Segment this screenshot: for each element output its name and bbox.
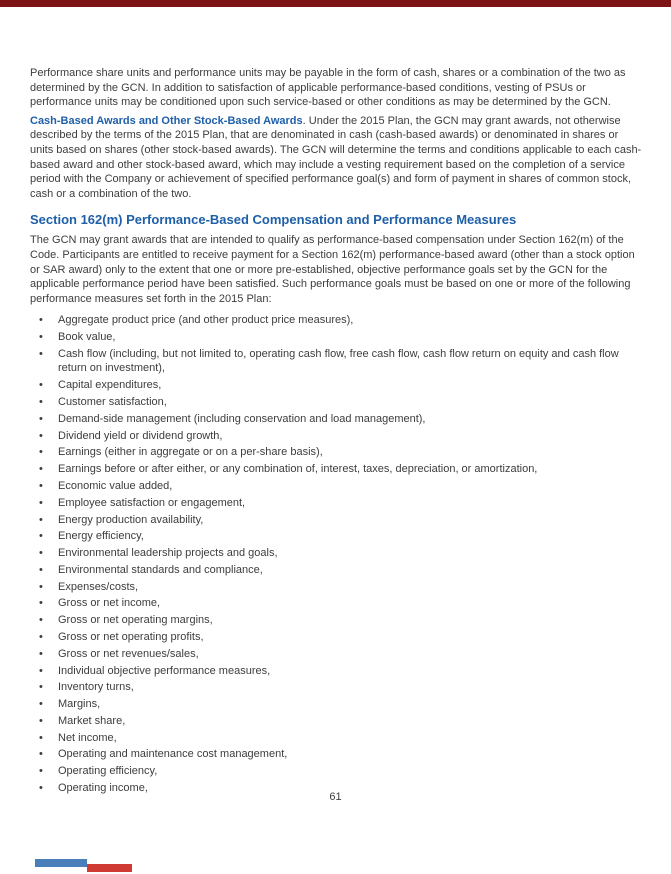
- list-item: • Expenses/costs,: [30, 580, 642, 595]
- list-item: • Operating income,: [30, 781, 642, 796]
- cash-based-awards-paragraph: [30, 114, 642, 202]
- list-item: • Operating and maintenance cost management,: [30, 747, 642, 762]
- list-item: • Dividend yield or dividend growth,: [30, 429, 642, 444]
- list-item: • Operating efficiency,: [30, 764, 642, 779]
- list-item: • Net income,: [30, 731, 642, 746]
- list-item: • Gross or net operating margins,: [30, 613, 642, 628]
- cash-based-awards-lead: Cash-Based Awards and Other Stock-Based Awards: [30, 114, 303, 127]
- list-item: • Gross or net income,: [30, 596, 642, 611]
- list-item: • Aggregate product price (and other product price measures),: [30, 313, 642, 328]
- list-item: • Book value,: [30, 330, 642, 345]
- list-item: • Economic value added,: [30, 479, 642, 494]
- list-item: • Margins,: [30, 697, 642, 712]
- list-item: • Capital expenditures,: [30, 378, 642, 393]
- list-item: • Inventory turns,: [30, 680, 642, 695]
- list-item: • Gross or net operating profits,: [30, 630, 642, 645]
- section-162m-heading: Section 162(m) Performance-Based Compensation and Performance Measures: [30, 212, 517, 228]
- list-item: • Earnings (either in aggregate or on a per-share basis),: [30, 445, 642, 460]
- list-item: • Environmental leadership projects and goals,: [30, 546, 642, 561]
- list-item: • Energy efficiency,: [30, 529, 642, 544]
- list-item: • Customer satisfaction,: [30, 395, 642, 410]
- list-item: • Cash flow (including, but not limited to, operating cash flow, free cash flow, cash flow return on equity and cash flow return on investment),: [30, 347, 642, 376]
- page-content: [30, 66, 642, 798]
- top-accent-bar: [0, 0, 671, 7]
- footer-blue-mark: [35, 859, 87, 867]
- page-number: 61: [329, 791, 342, 803]
- list-item: • Gross or net revenues/sales,: [30, 647, 642, 662]
- cash-based-awards-body: . Under the 2015 Plan, the GCN may grant awards, not otherwise described by the terms of the 2015 Plan, that are denominated in cash (cash-based awards) or denominated in shares or units based on shares (other stock-based awards). The GCN will determine the terms and conditions applicable to each cash-based award and other stock-based award, which may include a vesting requirement based on the completion of a service period with the Company or achievement of specified performance goal(s) and form of payment in shares of common stock, cash or a combination of the two.: [30, 114, 642, 200]
- list-item: • Environmental standards and compliance,: [30, 563, 642, 578]
- list-item: • Earnings before or after either, or any combination of, interest, taxes, depreciation, or amortization,: [30, 462, 642, 477]
- intro-paragraph: Performance share units and performance units may be payable in the form of cash, shares or a combination of the two as determined by the GCN. In addition to satisfaction of applicable performance-based conditions, vesting of PSUs or performance units may be conditioned upon such service-based or other conditions as may be determined by the GCN.: [30, 67, 626, 109]
- section-intro-paragraph: The GCN may grant awards that are intended to qualify as performance-based compensation under Section 162(m) of the Code. Participants are entitled to receive payment for a Section 162(m) performance-based award (other than a stock option or SAR award) only to the extent that one or more pre-established, objective performance goals set by the GCN for the applicable performance period have been satisfied. Such performance goals must be based on one or more of the following performance measures set forth in the 2015 Plan:: [30, 234, 635, 305]
- list-item: • Demand-side management (including conservation and load management),: [30, 412, 642, 427]
- list-item: • Market share,: [30, 714, 642, 729]
- list-item: • Individual objective performance measures,: [30, 664, 642, 679]
- footer-red-mark: [87, 864, 132, 872]
- list-item: • Employee satisfaction or engagement,: [30, 496, 642, 511]
- performance-measures-list: [30, 313, 642, 795]
- list-item: • Energy production availability,: [30, 513, 642, 528]
